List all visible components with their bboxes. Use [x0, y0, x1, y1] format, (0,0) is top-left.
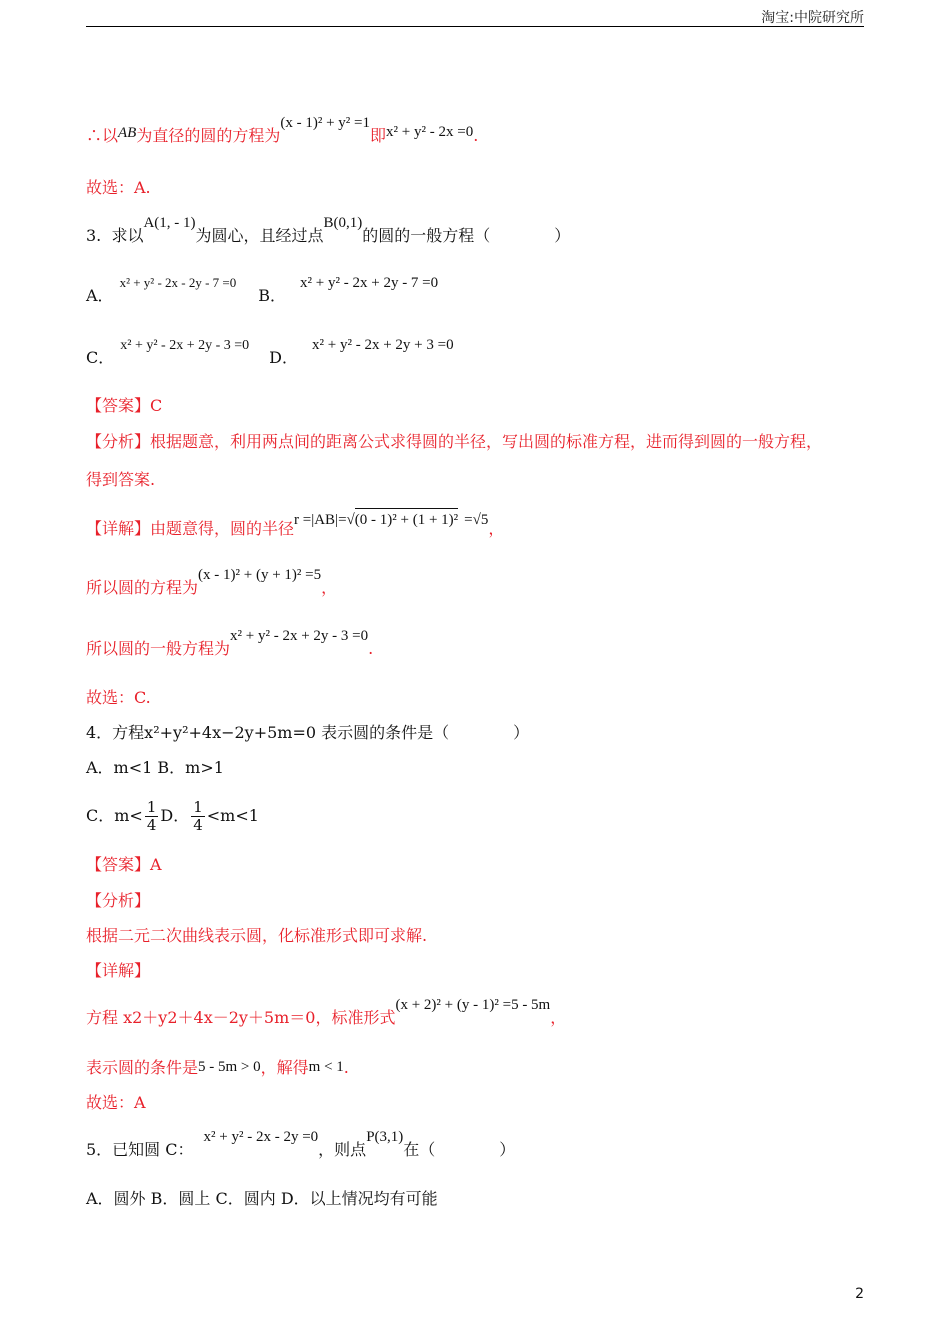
q3-gen-end: . — [368, 639, 374, 658]
q3-optA-label: A． — [86, 286, 114, 305]
q4-detail-line1 — [86, 997, 567, 1029]
prev-conclusion-line — [86, 115, 479, 147]
q4-detail-line2 — [86, 1058, 349, 1079]
q3-optA: x² + y² - 2x - 2y - 7 =0 — [119, 275, 237, 290]
prev-eq1: (x - 1)² + y² =1 — [280, 115, 371, 131]
q3-choice: 故选：C. — [86, 688, 151, 707]
q4-optD-fraction: $\frac{1}{4}$ — [193, 798, 203, 834]
q5-stem2: ，则点 — [318, 1140, 367, 1159]
q3-options-ab — [86, 275, 439, 307]
q3-detail-r: r =|AB| — [294, 512, 339, 528]
q3-std-eq: (x - 1)² + (y + 1)² =5 — [198, 567, 322, 583]
prev-ab: AB — [118, 125, 137, 141]
q3-detail-line — [86, 512, 505, 540]
q3-stem — [86, 215, 571, 247]
q3-optB: x² + y² - 2x + 2y - 7 =0 — [300, 275, 439, 291]
q3-general-eq-line — [86, 628, 374, 660]
prev-choice: 故选：A. — [86, 178, 151, 197]
q4-line2-mid: ，解得 — [260, 1058, 309, 1077]
q5-options: A．圆外 B．圆上 C．圆内 D．以上情况均有可能 — [86, 1189, 438, 1208]
q3-optC: x² + y² - 2x + 2y - 3 =0 — [120, 338, 250, 353]
q3-std-end: ， — [321, 578, 338, 597]
q3-optC-label: C． — [86, 348, 115, 367]
q4-line2-result: m < 1 — [308, 1059, 344, 1075]
q3-detail-result: =√5 — [464, 512, 489, 528]
q3-analysis-line2: 得到答案. — [86, 470, 156, 489]
q4-analysis-text: 根据二元二次曲线表示圆，化标准形式即可求解. — [86, 926, 428, 945]
q3-analysis-line1: 【分析】根据题意，利用两点间的距离公式求得圆的半径，写出圆的标准方程，进而得到圆的一般方程， — [86, 432, 823, 451]
header-rule — [86, 26, 864, 27]
q3-number: 3. — [86, 226, 102, 245]
q4-optC-label: C．m< — [86, 806, 143, 825]
q3-optB-label: B． — [258, 286, 287, 305]
q3-detail-end: ， — [488, 519, 505, 538]
q3-gen-eq: x² + y² - 2x + 2y - 3 =0 — [230, 628, 369, 644]
q3-t3: 的圆的一般方程（ ） — [362, 226, 571, 245]
q4-choice: 故选：A — [86, 1093, 146, 1112]
q3-detail-radicand: (0 - 1)² + (1 + 1)² — [355, 508, 458, 530]
q5-point-p: P(3,1) — [366, 1129, 404, 1145]
q4-line2-eq: 5 - 5m > 0 — [198, 1059, 261, 1075]
q4-line2-end: . — [343, 1058, 349, 1077]
q3-detail-eq: = — [338, 512, 347, 528]
q5-stem1: 5．已知圆 C： — [86, 1140, 194, 1159]
q3-t2: 为圆心，且经过点 — [195, 226, 324, 245]
q4-line1-eq: (x + 2)² + (y - 1)² =5 - 5m — [395, 997, 551, 1013]
q4-line1-end: ， — [550, 1008, 567, 1027]
q3-optD: x² + y² - 2x + 2y + 3 =0 — [312, 337, 454, 353]
q3-optD-label: D． — [269, 348, 298, 367]
q5-circle-eq: x² + y² - 2x - 2y =0 — [203, 1129, 319, 1145]
q4-optC-fraction: $\frac{1}{4}$ — [146, 798, 157, 834]
q5-stem3: 在（ ） — [403, 1140, 516, 1159]
header-shop-label: 淘宝:中院研究所 — [761, 10, 864, 26]
q4-optD-label: D． — [160, 806, 190, 825]
q3-t1: 求以 — [111, 226, 144, 245]
prev-end: . — [473, 126, 479, 145]
q3-answer: 【答案】C — [86, 396, 163, 415]
q3-options-cd — [86, 337, 454, 370]
q3-std-prefix: 所以圆的方程为 — [86, 578, 199, 597]
q5-stem — [86, 1129, 516, 1161]
prev-ji: 即 — [370, 126, 387, 145]
q4-line1-prefix: 方程 x2＋y2＋4x－2y＋5m＝0，标准形式 — [86, 1008, 396, 1027]
q4-line2-prefix: 表示圆的条件是 — [86, 1058, 199, 1077]
q4-detail-label: 【详解】 — [86, 961, 151, 980]
prev-mid: 为直径的圆的方程为 — [136, 126, 281, 145]
q3-standard-eq-line — [86, 567, 338, 599]
q4-analysis-label: 【分析】 — [86, 891, 151, 910]
q4-optD-tail: <m<1 — [206, 806, 259, 825]
prev-eq2: x² + y² - 2x =0 — [386, 124, 474, 140]
page-number: 2 — [855, 1286, 864, 1302]
q4-answer: 【答案】A — [86, 855, 162, 874]
q4-stem: 4．方程x²+y²+4x−2y+5m=0 表示圆的条件是（ ） — [86, 723, 530, 742]
q4-options-cd — [86, 796, 259, 836]
prev-prefix: ∴以 — [86, 126, 119, 145]
q3-point-b: B(0,1) — [323, 215, 363, 231]
q3-detail-prefix: 【详解】由题意得，圆的半径 — [86, 519, 295, 538]
sqrt-icon: √ — [346, 512, 355, 528]
q3-point-a: A(1, - 1) — [143, 215, 196, 231]
q3-gen-prefix: 所以圆的一般方程为 — [86, 639, 231, 658]
q4-options-ab: A．m<1 B．m>1 — [86, 758, 224, 777]
